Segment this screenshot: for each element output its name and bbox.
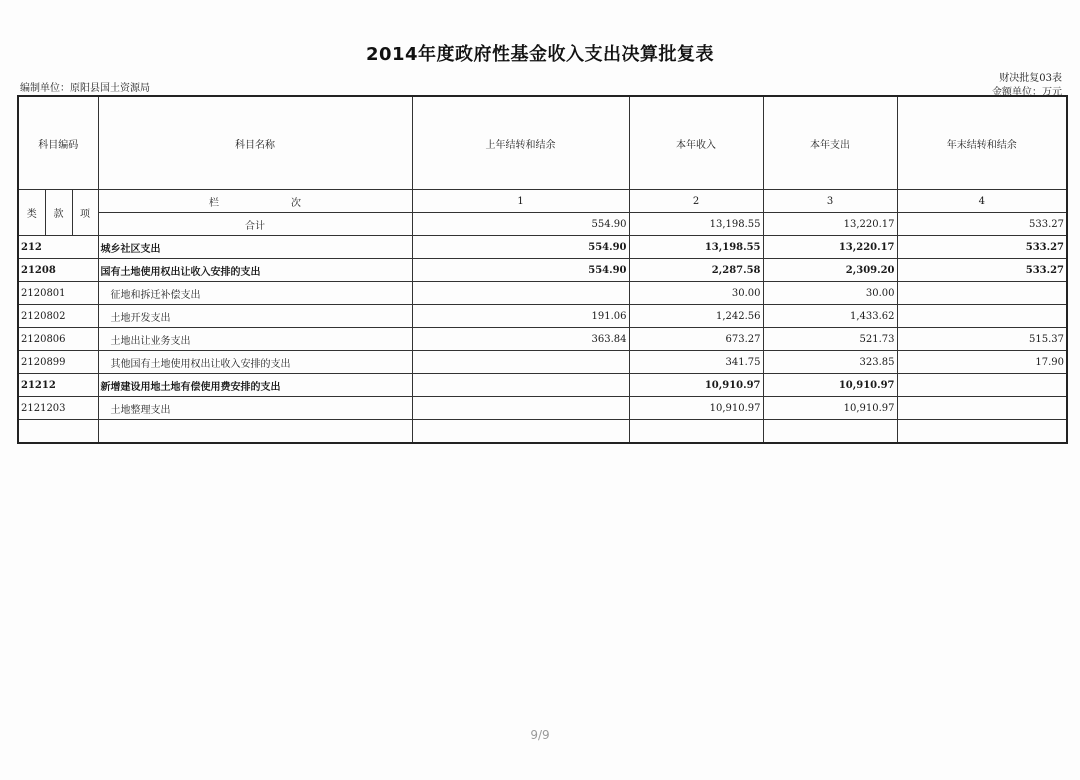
- header-col3: 本年支出: [763, 96, 897, 190]
- row-name: 新增建设用地土地有偿使用费安排的支出: [98, 374, 412, 397]
- row-v3: 323.85: [763, 351, 897, 374]
- total-v4: 533.27: [897, 213, 1067, 236]
- row-v4: 533.27: [897, 236, 1067, 259]
- budget-table-container: [17, 95, 1066, 444]
- row-v3: 10,910.97: [763, 397, 897, 420]
- header-row: [18, 96, 1067, 190]
- total-v3: 13,220.17: [763, 213, 897, 236]
- table-row: [18, 328, 1067, 351]
- row-code: 21208: [18, 259, 98, 282]
- amount-unit: 金额单位：万元: [992, 87, 1062, 98]
- row-code: 2121203: [18, 397, 98, 420]
- row-v4: [897, 397, 1067, 420]
- table-row: [18, 282, 1067, 305]
- row-name: [98, 420, 412, 444]
- row-v2: 2,287.58: [629, 259, 763, 282]
- row-v4: 17.90: [897, 351, 1067, 374]
- row-name: 其他国有土地使用权出让收入安排的支出: [98, 351, 412, 374]
- subheader-lan: 栏: [209, 197, 220, 209]
- row-code: [18, 420, 98, 444]
- table-row: [18, 305, 1067, 328]
- row-v3: 1,433.62: [763, 305, 897, 328]
- header-col4: 年末结转和结余: [897, 96, 1067, 190]
- row-code: 2120806: [18, 328, 98, 351]
- table-row: [18, 397, 1067, 420]
- row-v2: 10,910.97: [629, 397, 763, 420]
- budget-table: [17, 95, 1068, 444]
- row-v1: 554.90: [412, 236, 629, 259]
- row-v2: 13,198.55: [629, 236, 763, 259]
- row-v2: 673.27: [629, 328, 763, 351]
- table-row: [18, 259, 1067, 282]
- row-name: 征地和拆迁补偿支出: [98, 282, 412, 305]
- document-reference: 财决批复03表: [999, 73, 1062, 84]
- row-v2: [629, 420, 763, 444]
- row-name: 国有土地使用权出让收入安排的支出: [98, 259, 412, 282]
- row-code: 2120801: [18, 282, 98, 305]
- subheader-n4: 4: [897, 190, 1067, 213]
- row-v2: 341.75: [629, 351, 763, 374]
- row-name: 土地开发支出: [98, 305, 412, 328]
- row-name: 城乡社区支出: [98, 236, 412, 259]
- row-v1: [412, 351, 629, 374]
- row-code: 2120899: [18, 351, 98, 374]
- table-row: [18, 236, 1067, 259]
- total-v2: 13,198.55: [629, 213, 763, 236]
- subheader-lei: 类: [18, 190, 45, 236]
- data-rows: [18, 236, 1067, 444]
- subheader-n1: 1: [412, 190, 629, 213]
- row-v2: 10,910.97: [629, 374, 763, 397]
- row-code: 21212: [18, 374, 98, 397]
- row-v4: 515.37: [897, 328, 1067, 351]
- row-v4: [897, 374, 1067, 397]
- subheader-n2: 2: [629, 190, 763, 213]
- row-v1: [412, 397, 629, 420]
- table-row: [18, 420, 1067, 444]
- row-v2: 1,242.56: [629, 305, 763, 328]
- document-title: 2014年度政府性基金收入支出决算批复表: [365, 44, 715, 65]
- row-v1: [412, 420, 629, 444]
- preparing-unit: 编制单位：原阳县国土资源局: [20, 83, 150, 94]
- subheader-kuan: 款: [45, 190, 72, 236]
- row-v4: [897, 305, 1067, 328]
- header-name: 科目名称: [98, 96, 412, 190]
- row-v3: 30.00: [763, 282, 897, 305]
- subheader-ci: 次: [291, 197, 302, 209]
- subheader-xiang: 项: [72, 190, 98, 236]
- row-v3: 521.73: [763, 328, 897, 351]
- row-v4: 533.27: [897, 259, 1067, 282]
- row-name: 土地整理支出: [98, 397, 412, 420]
- header-col1: 上年结转和结余: [412, 96, 629, 190]
- total-v1: 554.90: [412, 213, 629, 236]
- header-code: 科目编码: [18, 96, 98, 190]
- row-v1: [412, 282, 629, 305]
- page-number: 9/9: [530, 728, 550, 742]
- row-v4: [897, 282, 1067, 305]
- row-v1: 363.84: [412, 328, 629, 351]
- row-v3: 10,910.97: [763, 374, 897, 397]
- row-v2: 30.00: [629, 282, 763, 305]
- subheader-row: [18, 190, 1067, 213]
- row-v1: [412, 374, 629, 397]
- total-row: [18, 213, 1067, 236]
- row-name: 土地出让业务支出: [98, 328, 412, 351]
- row-v1: 554.90: [412, 259, 629, 282]
- row-v3: 13,220.17: [763, 236, 897, 259]
- table-row: [18, 351, 1067, 374]
- header-col2: 本年收入: [629, 96, 763, 190]
- row-v1: 191.06: [412, 305, 629, 328]
- table-row: [18, 374, 1067, 397]
- row-v3: 2,309.20: [763, 259, 897, 282]
- row-code: 2120802: [18, 305, 98, 328]
- row-v3: [763, 420, 897, 444]
- row-v4: [897, 420, 1067, 444]
- subheader-lanci: [98, 190, 412, 213]
- total-label: 合计: [98, 213, 412, 236]
- subheader-n3: 3: [763, 190, 897, 213]
- row-code: 212: [18, 236, 98, 259]
